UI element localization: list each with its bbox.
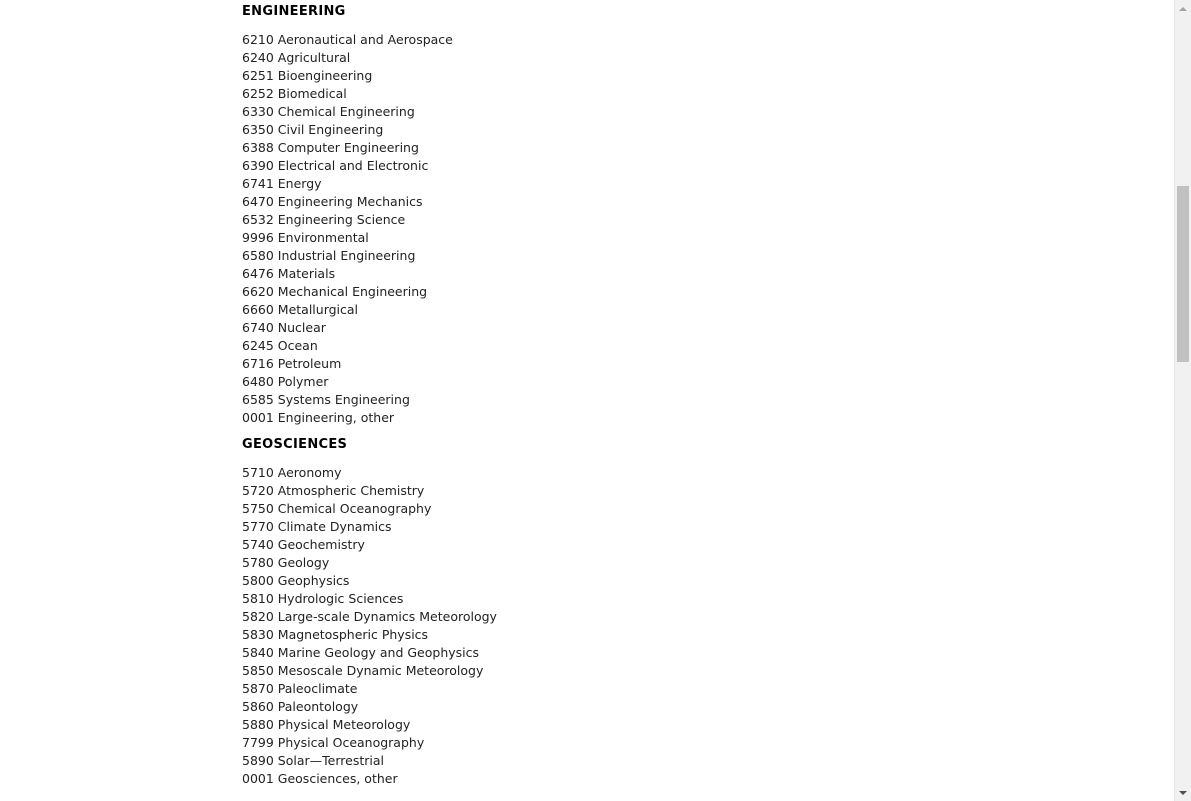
list-item: 6252 Biomedical: [242, 86, 347, 101]
scroll-down-button[interactable]: [1175, 784, 1191, 801]
list-item: 6532 Engineering Science: [242, 212, 406, 227]
vertical-scrollbar[interactable]: [1174, 0, 1191, 801]
list-item: 6251 Bioengineering: [242, 68, 373, 83]
code-list-engineering: [242, 31, 1142, 427]
list-item: 5810 Hydrologic Sciences: [242, 591, 404, 606]
list-item: 6245 Ocean: [242, 338, 318, 353]
list-item: 6660 Metallurgical: [242, 302, 359, 317]
list-item: 5850 Mesoscale Dynamic Meteorology: [242, 663, 484, 678]
list-item: 6470 Engineering Mechanics: [242, 194, 423, 209]
list-item: 6330 Chemical Engineering: [242, 104, 415, 119]
content-area: [242, 3, 1142, 788]
list-item: 5720 Atmospheric Chemistry: [242, 483, 425, 498]
list-item: 6585 Systems Engineering: [242, 392, 410, 407]
section-engineering: [242, 3, 1142, 427]
list-item: 5750 Chemical Oceanography: [242, 501, 432, 516]
list-item: 6620 Mechanical Engineering: [242, 284, 428, 299]
list-item: 5840 Marine Geology and Geophysics: [242, 645, 480, 660]
list-item: 6580 Industrial Engineering: [242, 248, 416, 263]
list-item: 7799 Physical Oceanography: [242, 735, 425, 750]
triangle-up-icon: [1179, 7, 1187, 11]
list-item: 0001 Geosciences, other: [242, 771, 398, 786]
list-item: 6716 Petroleum: [242, 356, 342, 371]
list-item: 9996 Environmental: [242, 230, 369, 245]
list-item: 5800 Geophysics: [242, 573, 350, 588]
list-item: 5890 Solar—Terrestrial: [242, 753, 384, 768]
list-item: 0001 Engineering, other: [242, 410, 395, 425]
list-item: 5880 Physical Meteorology: [242, 717, 411, 732]
list-item: 6240 Agricultural: [242, 50, 351, 65]
code-list-geosciences: [242, 464, 1142, 788]
list-item: 5770 Climate Dynamics: [242, 519, 392, 534]
list-item: 6476 Materials: [242, 266, 336, 281]
section-geosciences: [242, 436, 1142, 788]
scrollbar-thumb[interactable]: [1177, 186, 1189, 362]
list-item: 5740 Geochemistry: [242, 537, 365, 552]
list-item: 6350 Civil Engineering: [242, 122, 384, 137]
list-item: 6210 Aeronautical and Aerospace: [242, 32, 453, 47]
list-item: 5780 Geology: [242, 555, 330, 570]
list-item: 5830 Magnetospheric Physics: [242, 627, 429, 642]
section-heading: GEOSCIENCES: [242, 437, 348, 452]
list-item: 5820 Large-scale Dynamics Meteorology: [242, 609, 497, 624]
list-item: 6390 Electrical and Electronic: [242, 158, 429, 173]
list-item: 5710 Aeronomy: [242, 465, 342, 480]
list-item: 6741 Energy: [242, 176, 322, 191]
triangle-down-icon: [1179, 791, 1187, 795]
list-item: 6480 Polymer: [242, 374, 329, 389]
list-item: 5870 Paleoclimate: [242, 681, 358, 696]
list-item: 5860 Paleontology: [242, 699, 359, 714]
list-item: 6388 Computer Engineering: [242, 140, 419, 155]
list-item: 6740 Nuclear: [242, 320, 326, 335]
section-heading: ENGINEERING: [242, 4, 346, 19]
scroll-up-button[interactable]: [1175, 0, 1191, 17]
